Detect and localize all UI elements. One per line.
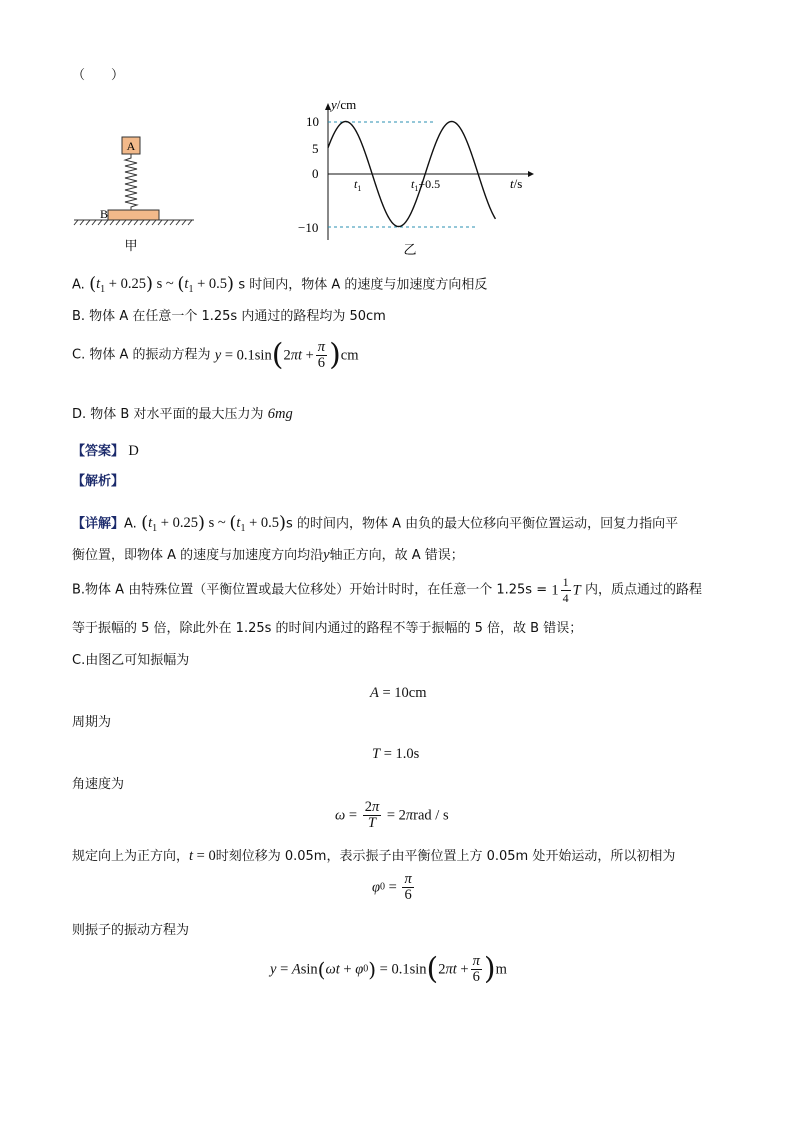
figure-jia (70, 132, 200, 258)
eq-initial-phase: φ0 = $\frac{\pi}{6}$ (372, 871, 412, 903)
block-b-label: B (100, 207, 109, 221)
block-a-label: A (126, 139, 136, 153)
option-d: D. 物体 B 对水平面的最大压力为 6mg (72, 406, 293, 422)
spring (125, 154, 137, 210)
analysis-tag: 【解析】 (72, 474, 125, 489)
option-c: C. 物体 A 的振动方程为 y = 0.1sin(2πt + $\frac{\pi}{6}$ )cm (72, 337, 359, 373)
eq-period: T = 1.0s (372, 746, 420, 762)
block-a (122, 137, 140, 154)
figure-yi-caption: 乙 (403, 242, 417, 257)
detail-b-line1: B.物体 A 由特殊位置（平衡位置或最大位移处）开始计时时，在任意一个 1.25s = 1 $\frac{1}{4}$ T 内，质点通过的路程 (72, 575, 703, 605)
y-tick-0: 0 (312, 166, 319, 181)
option-a-interval: $(t_1 + 0.25)$ s ~ $(t_1 + 0.5)$ (89, 274, 235, 296)
y-axis-label: y/cm (331, 97, 357, 112)
detail-c-line1: C.由图乙可知振幅为 (72, 653, 190, 668)
t1-label: $t_1$ (354, 177, 362, 193)
figure-yi (292, 92, 542, 262)
omega-label: 角速度为 (72, 777, 125, 792)
period-label: 周期为 (72, 715, 112, 730)
detail-a-line2: 衡位置，即物体 A 的速度与加速度方向均沿y轴正方向，故 A 错误； (72, 547, 464, 563)
eq-omega: ω = $\frac{2\pi}{T}$ = 2πrad / s (335, 799, 449, 831)
answer-value: D (128, 443, 139, 459)
option-a: A. $(t_1 + 0.25)$ s ~ $(t_1 + 0.5)$ s 时间内，物体 A 的速度与加速度方向相反 (72, 274, 488, 296)
answer-blank: （ ） (72, 68, 125, 83)
option-b: B. 物体 A 在任意一个 1.25s 内通过的路程均为 50cm (72, 309, 386, 324)
x-axis-label: t/s (510, 176, 523, 191)
figure-jia-caption: 甲 (124, 238, 138, 253)
detail-b-line2: 等于振幅的 5 倍，除此外在 1.25s 的时间内通过的路程不等于振幅的 5 倍，故 B 错误； (72, 621, 583, 636)
answer-tag: 【答案】 (72, 444, 125, 459)
answer-line (72, 442, 139, 461)
eq-vibration: y = Asin(ωt + φ0) = 0.1sin(2πt + $\frac{\pi}{6}$ )m (270, 951, 507, 987)
x-axis-arrow (528, 171, 534, 177)
y-tick-neg10: −10 (298, 220, 319, 235)
y-tick-10: 10 (306, 114, 319, 129)
detail-a-line1: 【详解】A. $(t_1 + 0.25)$ s ~ $(t_1 + 0.5)s$ 的时间内，物体 A 由负的最大位移向平衡位置运动，回复力指向平 (72, 513, 679, 535)
eq-amplitude: A = 10cm (370, 685, 427, 701)
t1-plus-label: $t_1+0.5$ (411, 177, 441, 193)
direction-line: 规定向上为正方向，t = 0时刻位移为 0.05m，表示振子由平衡位置上方 0.05m 处开始运动，所以初相为 (72, 848, 676, 864)
ground (74, 220, 194, 225)
block-b (100, 207, 159, 221)
equation-label: 则振子的振动方程为 (72, 923, 190, 938)
y-tick-5: 5 (312, 141, 319, 156)
